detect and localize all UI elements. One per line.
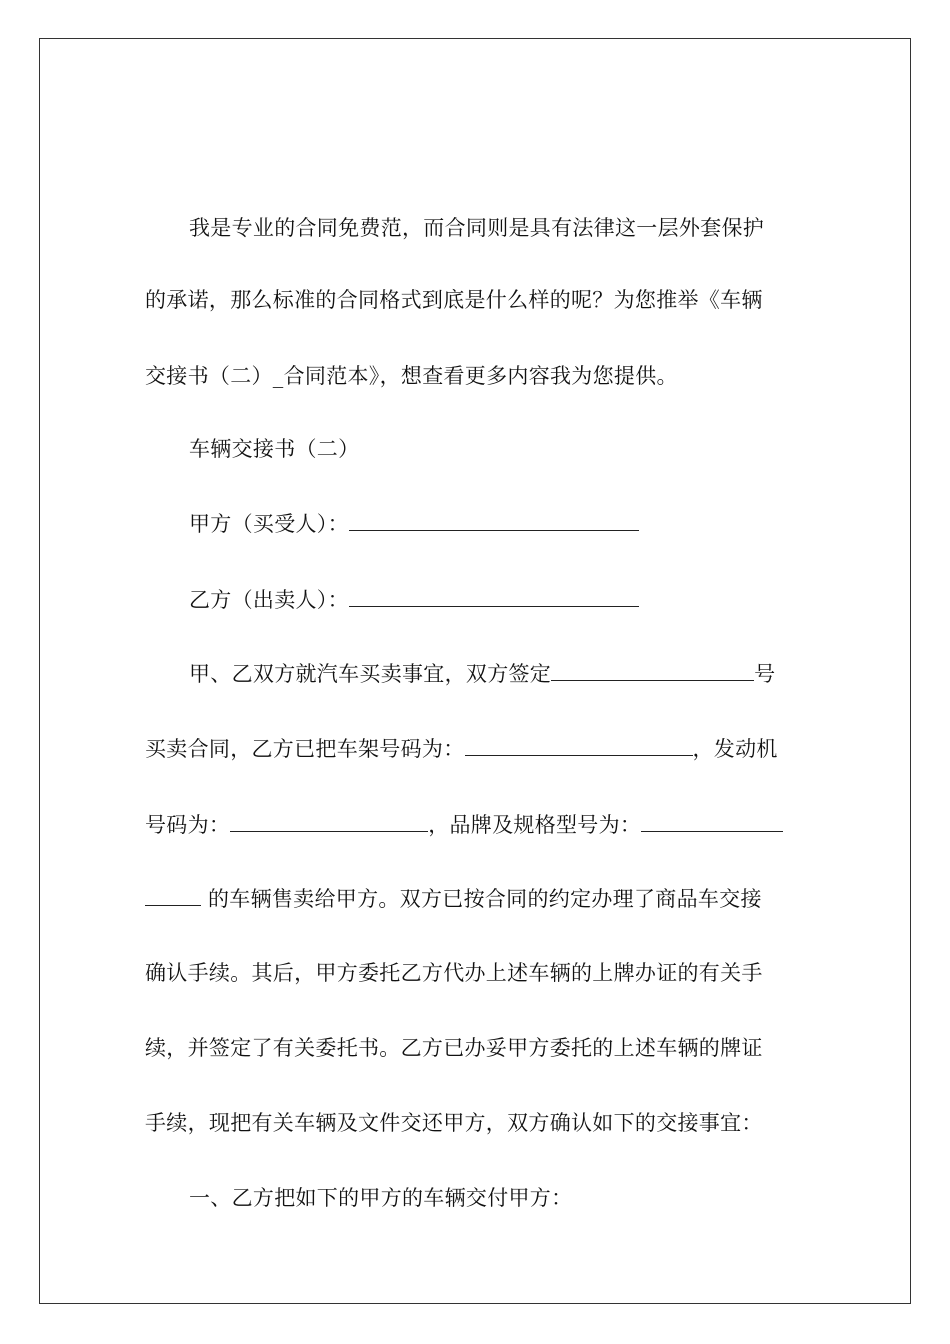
model-blank-continued[interactable] bbox=[145, 885, 201, 906]
engine-number-blank[interactable] bbox=[230, 811, 428, 832]
party-a-row bbox=[145, 509, 815, 539]
party-a-blank[interactable] bbox=[349, 510, 639, 531]
intro-line-1 bbox=[145, 213, 815, 243]
document-title: 车辆交接书（二） bbox=[189, 437, 360, 461]
party-b-row bbox=[145, 585, 815, 615]
section-1-heading: 一、乙方把如下的甲方的车辆交付甲方： bbox=[189, 1186, 573, 1210]
body-line-7: 手续，现把有关车辆及文件交还甲方，双方确认如下的交接事宜： bbox=[145, 1111, 763, 1135]
body-text-2a: 买卖合同，乙方已把车架号码为： bbox=[145, 737, 465, 761]
body-text-3b: ，品牌及规格型号为： bbox=[428, 813, 642, 837]
body-line-4 bbox=[145, 884, 815, 914]
model-blank[interactable] bbox=[641, 811, 783, 832]
body-line-3 bbox=[145, 810, 815, 840]
body-line-5: 确认手续。其后，甲方委托乙方代办上述车辆的上牌办证的有关手 bbox=[145, 961, 763, 985]
body-text-1a: 甲、乙双方就汽车买卖事宜，双方签定 bbox=[189, 662, 552, 686]
chassis-number-blank[interactable] bbox=[465, 735, 693, 756]
party-b-label: 乙方（出卖人）： bbox=[189, 588, 349, 612]
party-a-label: 甲方（买受人）： bbox=[189, 512, 349, 536]
intro-line-2: 的承诺，那么标准的合同格式到底是什么样的呢？为您推举《车辆 bbox=[145, 288, 763, 312]
body-text-1b: 号 bbox=[754, 662, 776, 686]
intro-text-1: 我是专业的合同免费范，而合同则是具有法律这一层外套保护 bbox=[189, 216, 765, 240]
body-text-4: 的车辆售卖给甲方。双方已按合同的约定办理了商品车交接 bbox=[201, 887, 762, 911]
body-text-3a: 号码为： bbox=[145, 813, 231, 837]
body-line-2 bbox=[145, 734, 815, 764]
body-line-1 bbox=[145, 659, 815, 689]
body-text-2b: ，发动机 bbox=[692, 737, 778, 761]
contract-number-blank[interactable] bbox=[551, 660, 754, 681]
intro-line-3: 交接书（二）_合同范本》，想查看更多内容我为您提供。 bbox=[145, 364, 678, 388]
body-line-6: 续，并签定了有关委托书。乙方已办妥甲方委托的上述车辆的牌证 bbox=[145, 1036, 763, 1060]
party-b-blank[interactable] bbox=[349, 586, 639, 607]
